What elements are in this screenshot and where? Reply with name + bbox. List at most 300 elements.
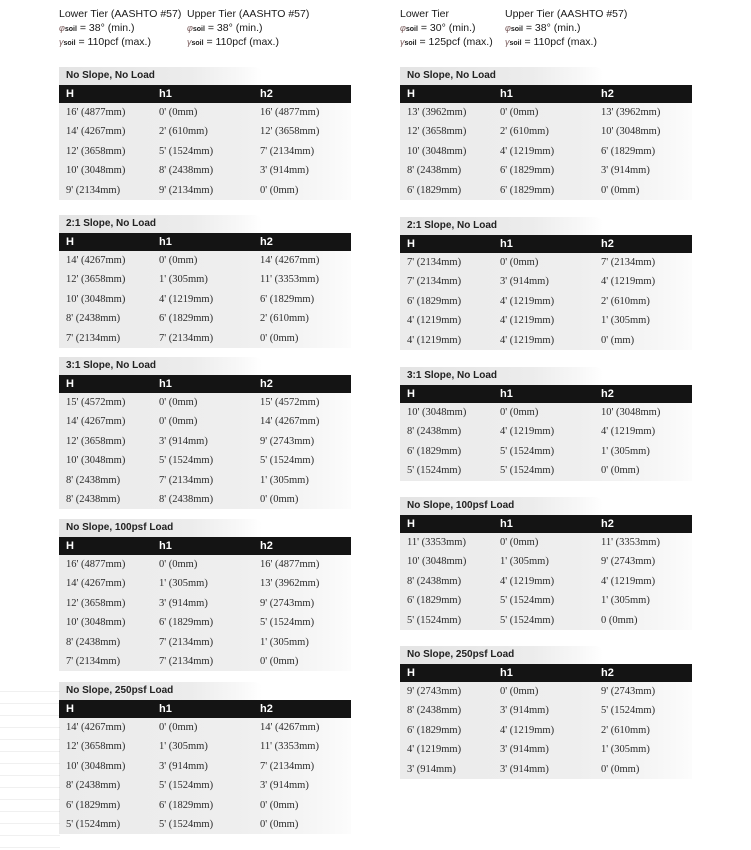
table-row — [59, 796, 351, 815]
table-cell: 16' (4877mm) — [260, 107, 320, 118]
gamma-symbol: γ — [187, 37, 192, 47]
table-row — [59, 574, 351, 593]
tier-title: Lower Tier (AASHTO #57) — [59, 8, 182, 20]
table-cell: 7' (2134mm) — [601, 257, 656, 268]
table-cell: 4' (1219mm) — [601, 426, 656, 438]
table-cell: 1' (305mm) — [500, 556, 549, 568]
tier-title: Lower Tier — [400, 8, 450, 20]
table-cell: 10' (3048mm) — [66, 617, 126, 629]
right-soil-parameters — [400, 8, 692, 51]
table-cell: 2' (610mm) — [601, 724, 650, 736]
table-row — [400, 331, 692, 350]
table-cell: 16' (4877mm) — [260, 559, 320, 570]
section-title: 2:1 Slope, No Load — [59, 215, 262, 233]
table-cell: 6' (1829mm) — [159, 617, 214, 629]
table-cell: 2' (610mm) — [260, 313, 309, 325]
table-cell: 8' (2438mm) — [66, 780, 121, 792]
table-cell: 10' (3048mm) — [66, 293, 126, 305]
table-cell: 4' (1219mm) — [500, 295, 555, 307]
left-soil-parameters — [59, 8, 351, 51]
table-row — [59, 181, 351, 200]
table-cell: 5' (1524mm) — [159, 455, 214, 467]
table-cell: 0' (0mm) — [500, 686, 539, 697]
table-cell: 4' (1219mm) — [601, 276, 656, 288]
table-cell: 9' (2743mm) — [601, 686, 656, 697]
table-cell: 6' (1829mm) — [407, 445, 462, 457]
table-cell: 15' (4572mm) — [260, 397, 320, 408]
table-cell: 0' (0mm) — [500, 257, 539, 268]
table-cell: 7' (2134mm) — [66, 655, 121, 667]
table-cell: 3' (914mm) — [260, 165, 309, 177]
table-cell: 4' (1219mm) — [601, 575, 656, 587]
table-cell: 6' (1829mm) — [407, 184, 462, 196]
table-row — [400, 442, 692, 461]
table-cell: 0' (mm) — [601, 334, 635, 346]
table-row — [400, 311, 692, 330]
column-header: h2 — [260, 378, 273, 390]
phi-symbol: φ — [59, 22, 65, 33]
table-row — [400, 181, 692, 200]
table-cell: 0' (0mm) — [159, 722, 198, 733]
table-row — [400, 572, 692, 591]
table-header — [59, 375, 351, 393]
table-cell: 0' (0mm) — [260, 332, 299, 344]
table-cell: 12' (3658mm) — [66, 274, 126, 286]
table-row — [400, 292, 692, 311]
table-cell: 12' (3658mm) — [66, 741, 126, 753]
section-title: No Slope, 250psf Load — [59, 682, 262, 700]
column-header: h2 — [260, 703, 273, 715]
table-row — [59, 329, 351, 348]
table-row — [400, 701, 692, 720]
column-header: H — [66, 703, 74, 715]
table-cell: 5' (1524mm) — [407, 465, 462, 477]
column-header: h1 — [159, 236, 172, 248]
section-title: No Slope, 250psf Load — [400, 646, 603, 664]
table-row — [59, 142, 351, 161]
table-cell: 6' (1829mm) — [159, 799, 214, 811]
table-header — [59, 537, 351, 555]
table-row — [400, 760, 692, 779]
table-cell: 14' (4267mm) — [66, 126, 126, 138]
table-cell: 2' (610mm) — [500, 126, 549, 138]
table-cell: 4' (1219mm) — [159, 293, 214, 305]
table-cell: 3' (914mm) — [500, 744, 549, 756]
table-cell: 8' (2438mm) — [407, 426, 462, 438]
table-cell: 8' (2438mm) — [159, 165, 214, 177]
column-header: H — [66, 540, 74, 552]
table-body — [400, 253, 692, 350]
section-title: 3:1 Slope, No Load — [400, 367, 603, 385]
gamma-symbol: γ — [400, 37, 405, 47]
phi-symbol: φ — [187, 22, 193, 33]
table-row — [400, 403, 692, 422]
friction-angle: = 38° (min.) — [525, 21, 581, 34]
upper-tier-params — [505, 8, 631, 51]
table-cell: 0' (0mm) — [260, 799, 299, 811]
section-title: 3:1 Slope, No Load — [59, 357, 262, 375]
table-cell: 14' (4267mm) — [260, 255, 320, 266]
table-cell: 4' (1219mm) — [500, 334, 555, 346]
table-cell: 7' (2134mm) — [407, 276, 462, 288]
table-cell: 5' (1524mm) — [66, 818, 121, 830]
table-row — [59, 451, 351, 470]
section-title: 2:1 Slope, No Load — [400, 217, 603, 235]
table-body — [59, 393, 351, 509]
table-row — [400, 721, 692, 740]
table-cell: 10' (3048mm) — [66, 455, 126, 467]
table-cell: 0' (0mm) — [500, 537, 539, 548]
column-header: h1 — [159, 88, 172, 100]
table-cell: 14' (4267mm) — [66, 722, 126, 733]
table-header — [400, 664, 692, 682]
table-section — [59, 215, 351, 348]
table-cell: 6' (1829mm) — [407, 724, 462, 736]
column-header: h2 — [601, 388, 614, 400]
column-header: h1 — [159, 378, 172, 390]
table-cell: 11' (3353mm) — [601, 537, 660, 548]
unit-weight: = 110pcf (max.) — [524, 36, 597, 48]
column-header: H — [407, 388, 415, 400]
soil-subscript: soil — [63, 40, 76, 47]
table-cell: 9' (2134mm) — [66, 184, 121, 196]
friction-angle: = 30° (min.) — [420, 21, 476, 34]
table-cell: 8' (2438mm) — [407, 575, 462, 587]
table-row — [400, 142, 692, 161]
table-cell: 13' (3962mm) — [407, 107, 467, 118]
table-row — [59, 432, 351, 451]
phi-symbol: φ — [505, 22, 511, 33]
table-cell: 0' (0mm) — [601, 465, 640, 477]
column-header: h1 — [500, 518, 513, 530]
soil-subscript: soil — [509, 40, 522, 47]
table-cell: 5' (1524mm) — [500, 595, 555, 607]
table-cell: 13' (3962mm) — [260, 578, 320, 590]
table-section — [59, 519, 351, 671]
table-cell: 6' (1829mm) — [500, 165, 555, 177]
table-header — [59, 85, 351, 103]
soil-subscript: soil — [192, 25, 205, 33]
table-cell: 7' (2134mm) — [260, 760, 315, 772]
table-cell: 4' (1219mm) — [500, 575, 555, 587]
table-body — [400, 533, 692, 630]
table-cell: 5' (1524mm) — [601, 705, 656, 717]
table-cell: 7' (2134mm) — [66, 332, 121, 344]
table-cell: 8' (2438mm) — [66, 636, 121, 648]
section-title: No Slope, 100psf Load — [400, 497, 603, 515]
table-cell: 1' (305mm) — [159, 274, 208, 286]
table-row — [400, 591, 692, 610]
table-cell: 9' (2743mm) — [407, 686, 462, 697]
table-cell: 9' (2134mm) — [159, 184, 214, 196]
table-cell: 0' (0mm) — [500, 107, 539, 118]
table-cell: 0' (0mm) — [159, 255, 198, 266]
column-header: h1 — [500, 88, 513, 100]
unit-weight: = 125pcf (max.) — [419, 36, 493, 48]
table-row — [400, 103, 692, 122]
column-header: H — [66, 236, 74, 248]
table-row — [59, 251, 351, 270]
column-header: h2 — [601, 667, 614, 679]
unit-weight: = 110pcf (max.) — [78, 36, 151, 48]
table-cell: 1' (305mm) — [260, 636, 309, 648]
table-row — [59, 652, 351, 671]
column-header: h1 — [500, 238, 513, 250]
table-row — [400, 682, 692, 701]
table-cell: 3' (914mm) — [159, 597, 208, 609]
column-header: h1 — [159, 703, 172, 715]
table-cell: 14' (4267mm) — [260, 722, 320, 733]
table-cell: 1' (305mm) — [159, 741, 208, 753]
lower-tier-params — [59, 8, 185, 51]
table-cell: 1' (305mm) — [601, 445, 650, 457]
table-cell: 1' (305mm) — [159, 578, 208, 590]
table-cell: 3' (914mm) — [601, 165, 650, 177]
column-header: h2 — [601, 518, 614, 530]
table-cell: 8' (2438mm) — [407, 705, 462, 717]
table-cell: 0' (0mm) — [601, 763, 640, 775]
soil-subscript: soil — [191, 40, 204, 47]
table-cell: 12' (3658mm) — [407, 126, 467, 138]
table-cell: 12' (3658mm) — [66, 145, 126, 157]
table-cell: 2' (610mm) — [159, 126, 208, 138]
column-header: H — [407, 88, 415, 100]
table-cell: 7' (2134mm) — [159, 655, 214, 667]
table-cell: 7' (2134mm) — [159, 636, 214, 648]
section-title: No Slope, No Load — [59, 67, 262, 85]
table-row — [400, 253, 692, 272]
table-cell: 5' (1524mm) — [159, 780, 214, 792]
column-header: H — [407, 667, 415, 679]
table-cell: 3' (914mm) — [500, 705, 549, 717]
table-cell: 16' (4877mm) — [66, 559, 126, 570]
table-cell: 4' (1219mm) — [407, 315, 462, 327]
table-cell: 10' (3048mm) — [66, 165, 126, 177]
table-cell: 8' (2438mm) — [159, 493, 214, 505]
unit-weight: = 110pcf (max.) — [206, 36, 279, 48]
table-cell: 3' (914mm) — [500, 276, 549, 288]
section-title: No Slope, No Load — [400, 67, 603, 85]
table-row — [400, 122, 692, 141]
table-cell: 14' (4267mm) — [260, 416, 320, 428]
soil-subscript: soil — [405, 25, 418, 33]
table-cell: 6' (1829mm) — [601, 145, 656, 157]
table-cell: 2' (610mm) — [601, 295, 650, 307]
table-cell: 5' (1524mm) — [159, 145, 214, 157]
table-cell: 6' (1829mm) — [260, 293, 315, 305]
phi-symbol: φ — [400, 22, 406, 33]
table-cell: 5' (1524mm) — [260, 617, 315, 629]
table-cell: 12' (3658mm) — [66, 435, 126, 447]
table-cell: 8' (2438mm) — [66, 313, 121, 325]
table-row — [59, 471, 351, 490]
table-cell: 12' (3658mm) — [66, 597, 126, 609]
tier-title: Upper Tier (AASHTO #57) — [187, 8, 310, 20]
table-cell: 0' (0mm) — [159, 416, 198, 428]
table-section — [400, 217, 692, 350]
table-cell: 4' (1219mm) — [500, 724, 555, 736]
table-cell: 14' (4267mm) — [66, 416, 126, 428]
table-row — [400, 461, 692, 480]
table-cell: 10' (3048mm) — [601, 407, 661, 418]
table-cell: 7' (2134mm) — [159, 474, 214, 486]
column-header: h2 — [260, 540, 273, 552]
table-cell: 0' (0mm) — [159, 559, 198, 570]
table-row — [59, 757, 351, 776]
table-body — [400, 403, 692, 481]
table-section — [400, 646, 692, 779]
table-row — [59, 122, 351, 141]
table-header — [59, 700, 351, 718]
table-section — [59, 682, 351, 834]
table-cell: 10' (3048mm) — [407, 556, 467, 568]
table-header — [400, 385, 692, 403]
lower-tier-params — [400, 8, 503, 51]
table-row — [59, 737, 351, 756]
gamma-symbol: γ — [505, 37, 510, 47]
table-row — [59, 393, 351, 412]
column-header: H — [66, 88, 74, 100]
table-cell: 3' (914mm) — [159, 435, 208, 447]
table-cell: 4' (1219mm) — [500, 315, 555, 327]
table-cell: 0' (0mm) — [260, 655, 299, 667]
table-cell: 7' (2134mm) — [407, 257, 462, 268]
table-cell: 5' (1524mm) — [500, 465, 555, 477]
column-header: h1 — [500, 667, 513, 679]
soil-subscript: soil — [510, 25, 523, 33]
column-header: H — [407, 238, 415, 250]
table-cell: 5' (1524mm) — [500, 614, 555, 626]
soil-subscript: soil — [64, 25, 77, 33]
table-row — [400, 422, 692, 441]
table-cell: 5' (1524mm) — [500, 445, 555, 457]
table-section — [400, 67, 692, 200]
table-cell: 3' (914mm) — [260, 780, 309, 792]
table-cell: 1' (305mm) — [601, 744, 650, 756]
table-row — [59, 103, 351, 122]
table-cell: 14' (4267mm) — [66, 578, 126, 590]
table-cell: 6' (1829mm) — [66, 799, 121, 811]
table-body — [59, 103, 351, 200]
friction-angle: = 38° (min.) — [207, 21, 263, 34]
table-row — [59, 718, 351, 737]
table-section — [59, 357, 351, 509]
table-cell: 11' (3353mm) — [407, 537, 466, 548]
table-header — [400, 85, 692, 103]
column-header: H — [66, 378, 74, 390]
table-body — [59, 251, 351, 348]
section-title: No Slope, 100psf Load — [59, 519, 262, 537]
table-row — [400, 161, 692, 180]
table-body — [400, 103, 692, 200]
table-cell: 8' (2438mm) — [66, 474, 121, 486]
soil-subscript: soil — [404, 40, 417, 47]
table-cell: 10' (3048mm) — [601, 126, 661, 138]
table-cell: 5' (1524mm) — [407, 614, 462, 626]
column-header: h1 — [500, 388, 513, 400]
table-row — [59, 776, 351, 795]
column-header: H — [407, 518, 415, 530]
table-body — [400, 682, 692, 779]
table-row — [59, 815, 351, 834]
table-cell: 0' (0mm) — [159, 397, 198, 408]
table-cell: 9' (2743mm) — [260, 435, 315, 447]
table-cell: 12' (3658mm) — [260, 126, 320, 138]
table-cell: 0' (0mm) — [260, 493, 299, 505]
table-row — [59, 412, 351, 431]
friction-angle: = 38° (min.) — [79, 21, 135, 34]
table-cell: 3' (914mm) — [407, 763, 456, 775]
table-cell: 5' (1524mm) — [159, 818, 214, 830]
gamma-symbol: γ — [59, 37, 64, 47]
table-row — [59, 613, 351, 632]
table-row — [400, 740, 692, 759]
table-row — [59, 555, 351, 574]
table-cell: 0' (0mm) — [159, 107, 198, 118]
table-cell: 0' (0mm) — [601, 184, 640, 196]
table-cell: 15' (4572mm) — [66, 397, 126, 408]
table-cell: 7' (2134mm) — [159, 332, 214, 344]
table-header — [400, 235, 692, 253]
table-cell: 3' (914mm) — [159, 760, 208, 772]
table-cell: 16' (4877mm) — [66, 107, 126, 118]
table-cell: 5' (1524mm) — [260, 455, 315, 467]
table-cell: 0' (0mm) — [500, 407, 539, 418]
table-cell: 0' (0mm) — [260, 818, 299, 830]
table-row — [59, 309, 351, 328]
table-cell: 9' (2743mm) — [260, 597, 315, 609]
column-header: h2 — [601, 238, 614, 250]
table-row — [400, 611, 692, 630]
table-cell: 6' (1829mm) — [159, 313, 214, 325]
column-header: h2 — [260, 236, 273, 248]
table-cell: 14' (4267mm) — [66, 255, 126, 266]
table-cell: 4' (1219mm) — [500, 145, 555, 157]
table-cell: 13' (3962mm) — [601, 107, 661, 118]
table-section — [400, 367, 692, 481]
table-cell: 10' (3048mm) — [66, 760, 126, 772]
table-section — [59, 67, 351, 200]
table-cell: 9' (2743mm) — [601, 556, 656, 568]
table-body — [59, 555, 351, 671]
table-cell: 4' (1219mm) — [500, 426, 555, 438]
tier-title: Upper Tier (AASHTO #57) — [505, 8, 628, 20]
table-cell: 11' (3353mm) — [260, 274, 319, 286]
table-row — [59, 594, 351, 613]
table-row — [400, 272, 692, 291]
table-row — [59, 270, 351, 289]
scan-artifact — [0, 680, 60, 850]
table-cell: 6' (1829mm) — [407, 595, 462, 607]
table-cell: 10' (3048mm) — [407, 145, 467, 157]
table-row — [59, 490, 351, 509]
table-cell: 11' (3353mm) — [260, 741, 319, 753]
table-cell: 8' (2438mm) — [407, 165, 462, 177]
table-cell: 7' (2134mm) — [260, 145, 315, 157]
table-cell: 1' (305mm) — [260, 474, 309, 486]
table-cell: 6' (1829mm) — [500, 184, 555, 196]
table-header — [400, 515, 692, 533]
column-header: h1 — [159, 540, 172, 552]
table-cell: 0 (0mm) — [601, 614, 638, 626]
table-cell: 0' (0mm) — [260, 184, 299, 196]
column-header: h2 — [260, 88, 273, 100]
table-cell: 10' (3048mm) — [407, 407, 467, 418]
column-header: h2 — [601, 88, 614, 100]
table-cell: 1' (305mm) — [601, 595, 650, 607]
table-row — [59, 290, 351, 309]
table-row — [400, 533, 692, 552]
